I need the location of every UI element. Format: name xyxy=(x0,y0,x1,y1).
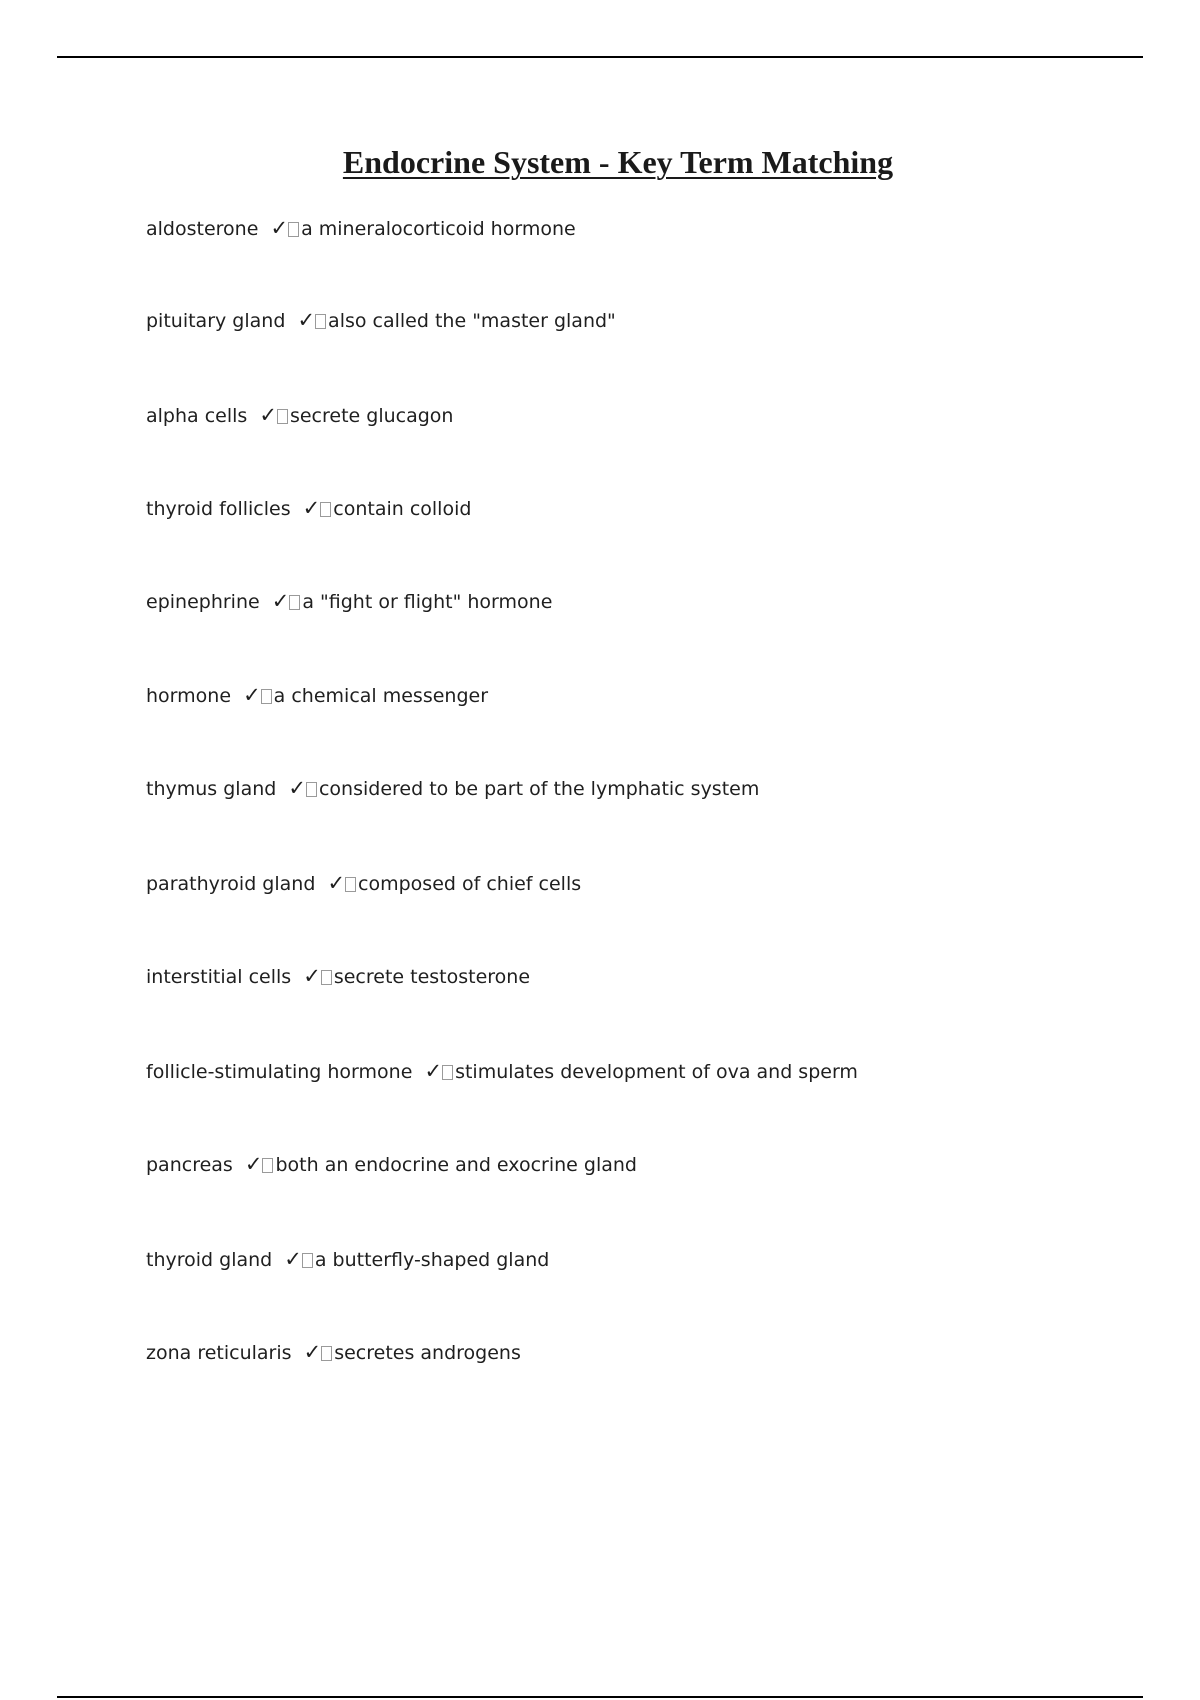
definition: secretes androgens xyxy=(334,1342,521,1364)
list-item xyxy=(146,588,552,615)
check-icon: ✓ xyxy=(297,308,316,332)
term: zona reticularis xyxy=(146,1342,292,1364)
list-item xyxy=(146,963,530,990)
missing-glyph-icon xyxy=(320,502,331,517)
check-icon: ✓ xyxy=(244,1152,263,1176)
term: hormone xyxy=(146,685,232,707)
check-icon: ✓ xyxy=(303,964,321,988)
list-item xyxy=(146,682,488,709)
definition: secrete testosterone xyxy=(333,966,531,988)
check-icon: ✓ xyxy=(303,1340,322,1364)
top-rule xyxy=(57,56,1143,58)
term: pituitary gland xyxy=(146,310,286,332)
list-item xyxy=(146,1339,521,1366)
term: parathyroid gland xyxy=(146,873,316,895)
list-item xyxy=(146,402,453,429)
page-title: Endocrine System - Key Term Matching xyxy=(342,144,894,180)
definition: both an endocrine and exocrine gland xyxy=(275,1154,637,1176)
term: epinephrine xyxy=(146,591,260,613)
list-item xyxy=(146,307,616,334)
definition: also called the "master gland" xyxy=(328,310,616,332)
term: pancreas xyxy=(146,1154,233,1176)
definition: a chemical messenger xyxy=(273,685,489,707)
bottom-rule xyxy=(57,1696,1143,1698)
definition: contain colloid xyxy=(333,498,472,520)
missing-glyph-icon xyxy=(321,970,332,985)
term: thymus gland xyxy=(146,778,277,800)
definition: stimulates development of ova and sperm xyxy=(455,1061,858,1083)
missing-glyph-icon xyxy=(302,1253,313,1268)
list-item xyxy=(146,215,576,242)
check-icon: ✓ xyxy=(424,1059,443,1083)
missing-glyph-icon xyxy=(277,409,288,424)
definition: a "fight or flight" hormone xyxy=(302,591,553,613)
term: aldosterone xyxy=(146,218,259,240)
check-icon: ✓ xyxy=(270,216,289,240)
missing-glyph-icon xyxy=(262,1158,273,1173)
list-item xyxy=(146,870,581,897)
missing-glyph-icon xyxy=(288,222,299,237)
missing-glyph-icon xyxy=(306,782,317,797)
definition: a butterfly-shaped gland xyxy=(314,1249,550,1271)
check-icon: ✓ xyxy=(327,871,346,895)
list-item xyxy=(146,1058,858,1085)
missing-glyph-icon xyxy=(442,1065,453,1080)
missing-glyph-icon xyxy=(321,1346,332,1361)
check-icon: ✓ xyxy=(243,683,261,707)
check-icon: ✓ xyxy=(259,403,277,427)
missing-glyph-icon xyxy=(315,314,326,329)
definition: considered to be part of the lymphatic system xyxy=(318,778,760,800)
term: thyroid gland xyxy=(146,1249,273,1271)
check-icon: ✓ xyxy=(271,589,290,613)
definition: secrete glucagon xyxy=(289,405,454,427)
missing-glyph-icon xyxy=(345,877,356,892)
term: thyroid follicles xyxy=(146,498,291,520)
missing-glyph-icon xyxy=(289,595,300,610)
definition: composed of chief cells xyxy=(358,873,582,895)
term: interstitial cells xyxy=(146,966,292,988)
check-icon: ✓ xyxy=(302,496,321,520)
list-item xyxy=(146,775,759,802)
list-item xyxy=(146,1246,549,1273)
check-icon: ✓ xyxy=(284,1247,302,1271)
list-item xyxy=(146,495,471,522)
list-item xyxy=(146,1151,637,1178)
term: alpha cells xyxy=(146,405,248,427)
check-icon: ✓ xyxy=(288,776,306,800)
term: follicle-stimulating hormone xyxy=(146,1061,413,1083)
missing-glyph-icon xyxy=(261,689,272,704)
definition: a mineralocorticoid hormone xyxy=(301,218,576,240)
